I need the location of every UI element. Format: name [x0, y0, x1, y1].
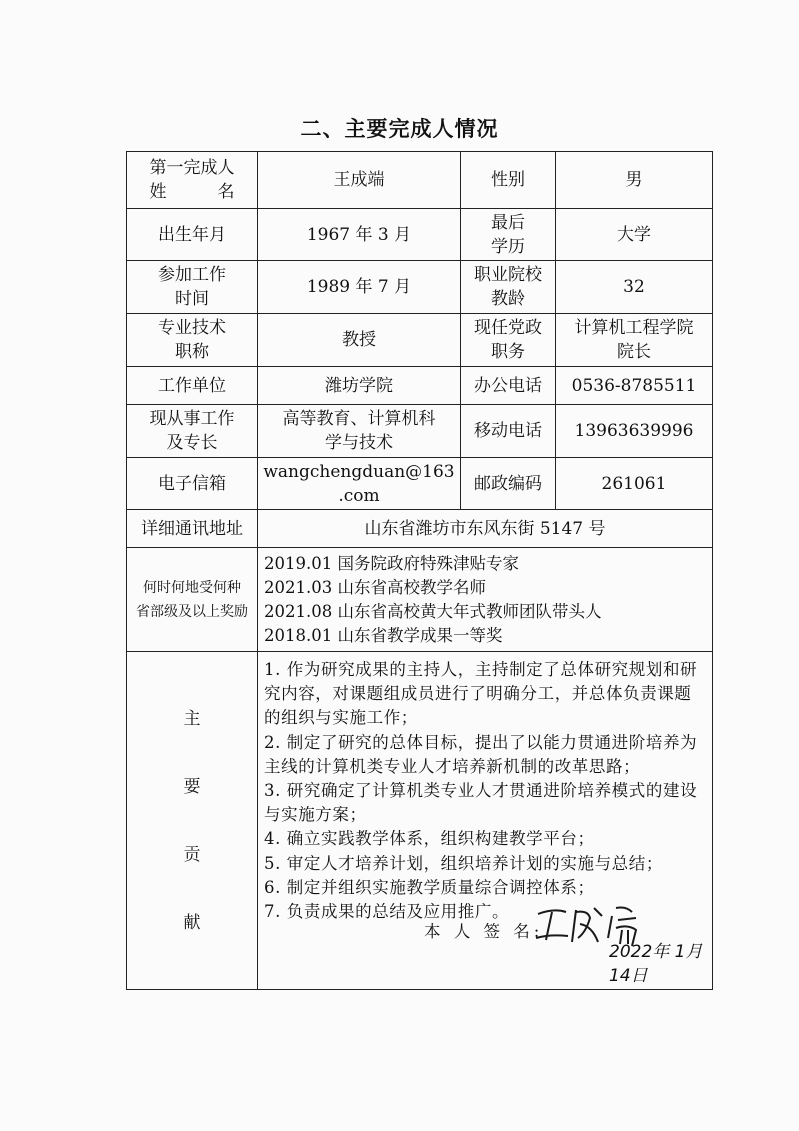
birth-value: 1967 年 3 月 [258, 209, 461, 261]
work-unit-value: 潍坊学院 [258, 367, 461, 405]
address-value: 山东省潍坊市东风东街 5147 号 [258, 510, 713, 548]
completer-info-table [126, 151, 713, 990]
postcode-value: 261061 [556, 458, 713, 510]
specialty-value: 高等教育、计算机科 学与技术 [258, 405, 461, 458]
mobile-phone-value: 13963639996 [556, 405, 713, 458]
birth-label: 出生年月 [127, 209, 258, 261]
office-phone-label: 办公电话 [461, 367, 556, 405]
mobile-phone-label: 移动电话 [461, 405, 556, 458]
award-item: 2021.03 山东省高校教学名师 [264, 577, 486, 597]
contribution-list [258, 652, 713, 990]
name-value: 王成端 [258, 152, 461, 209]
work-start-value: 1989 年 7 月 [258, 261, 461, 314]
award-item: 2021.08 山东省高校黄大年式教师团队带头人 [264, 601, 602, 621]
awards-label: 何时何地受何种 省部级及以上奖励 [127, 548, 258, 652]
education-value: 大学 [556, 209, 713, 261]
teaching-years-label: 职业院校 教龄 [461, 261, 556, 314]
email-label: 电子信箱 [127, 458, 258, 510]
gender-value: 男 [556, 152, 713, 209]
address-label: 详细通讯地址 [127, 510, 258, 548]
contribution-item: 7. 负责成果的总结及应用推广。 [264, 902, 510, 922]
professional-title-value: 教授 [258, 314, 461, 367]
education-label: 最后 学历 [461, 209, 556, 261]
party-post-value: 计算机工程学院 院长 [556, 314, 713, 367]
teaching-years-value: 32 [556, 261, 713, 314]
party-post-label: 现任党政 职务 [461, 314, 556, 367]
contribution-item: 4. 确立实践教学体系，组织构建教学平台； [264, 829, 595, 849]
signature-area [264, 922, 708, 987]
contribution-item: 1. 作为研究成果的主持人，主持制定了总体研究规划和研究内容，对课题组成员进行了明确分工，并总体负责课题的组织与实施工作； [264, 660, 698, 728]
award-item: 2018.01 山东省教学成果一等奖 [264, 625, 503, 645]
signature-label: 本 人 签 名: [424, 922, 544, 942]
contribution-label: 主 要 贡 献 [127, 652, 258, 990]
page-title: 二、主要完成人情况 [300, 117, 499, 141]
awards-list [258, 548, 713, 652]
work-start-label: 参加工作 时间 [127, 261, 258, 314]
gender-label: 性别 [461, 152, 556, 209]
work-unit-label: 工作单位 [127, 367, 258, 405]
contribution-item: 6. 制定并组织实施教学质量综合调控体系； [264, 877, 595, 897]
specialty-label: 现从事工作 及专长 [127, 405, 258, 458]
email-value: wangchengduan@163 .com [258, 458, 461, 510]
postcode-label: 邮政编码 [461, 458, 556, 510]
contribution-item: 2. 制定了研究的总体目标，提出了以能力贯通进阶培养为主线的计算机类专业人才培养新机制的改革思路； [264, 732, 698, 776]
contribution-item: 3. 研究确定了计算机类专业人才贯通进阶培养模式的建设与实施方案； [264, 781, 698, 825]
award-item: 2019.01 国务院政府特殊津贴专家 [264, 553, 519, 573]
office-phone-value: 0536-8785511 [556, 367, 713, 405]
contribution-item: 5. 审定人才培养计划，组织培养计划的实施与总结； [264, 853, 663, 873]
name-label: 第一完成人 姓 名 [127, 152, 258, 209]
professional-title-label: 专业技术 职称 [127, 314, 258, 367]
signature-date: 2022年 1月14日 [609, 942, 703, 987]
